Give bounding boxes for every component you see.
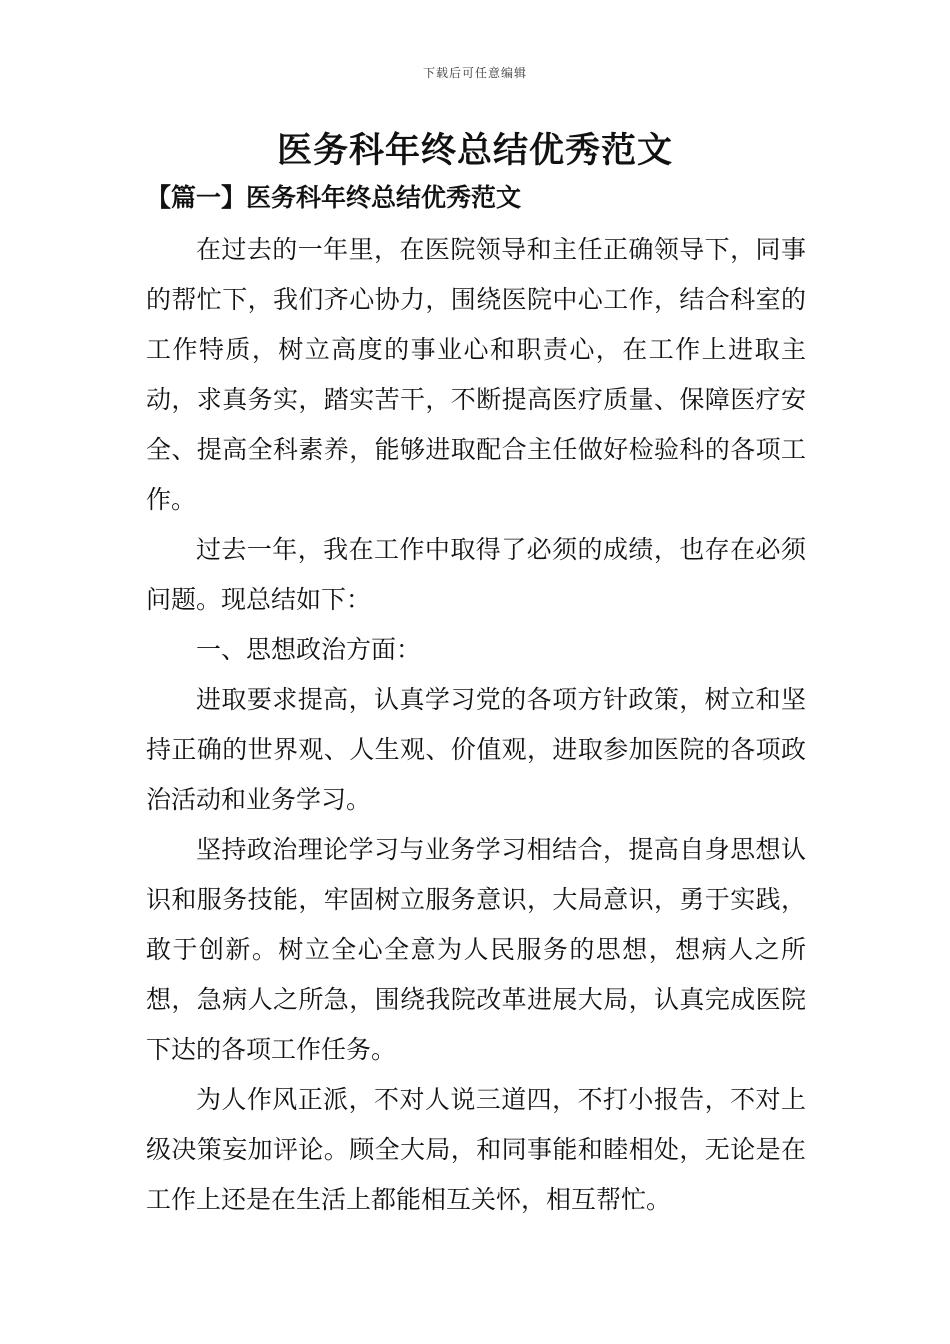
paragraph: 过去一年，我在工作中取得了必须的成绩，也存在必须问题。现总结如下：	[146, 535, 806, 614]
paragraph: 为人作风正派，不对人说三道四，不打小报告，不对上级决策妄加评论。顾全大局，和同事能和睦相处，无论是在工作上还是在生活上都能相互关怀，相互帮忙。	[146, 1085, 806, 1214]
section-heading: 【篇一】医务科年终总结优秀范文	[146, 183, 522, 212]
document-title: 医务科年终总结优秀范文	[276, 130, 673, 171]
header-note: 下载后可任意编辑	[422, 66, 527, 80]
paragraph: 在过去的一年里，在医院领导和主任正确领导下，同事的帮忙下，我们齐心协力，围绕医院中心工作，结合科室的工作特质，树立高度的事业心和职责心，在工作上进取主动，求真务实，踏实苦干，不断提高医疗质量、保障医疗安全、提高全科素养，能够进取配合主任做好检验科的各项工作。	[146, 235, 806, 514]
document-body	[146, 225, 806, 1225]
paragraph: 坚持政治理论学习与业务学习相结合，提高自身思想认识和服务技能，牢固树立服务意识，大局意识，勇于实践，敢于创新。树立全心全意为人民服务的思想，想病人之所想，急病人之所急，围绕我院改革进展大局，认真完成医院下达的各项工作任务。	[146, 835, 806, 1064]
paragraph: 进取要求提高，认真学习党的各项方针政策，树立和坚持正确的世界观、人生观、价值观，进取参加医院的各项政治活动和业务学习。	[146, 685, 806, 814]
subsection-heading: 一、思想政治方面：	[196, 635, 422, 664]
